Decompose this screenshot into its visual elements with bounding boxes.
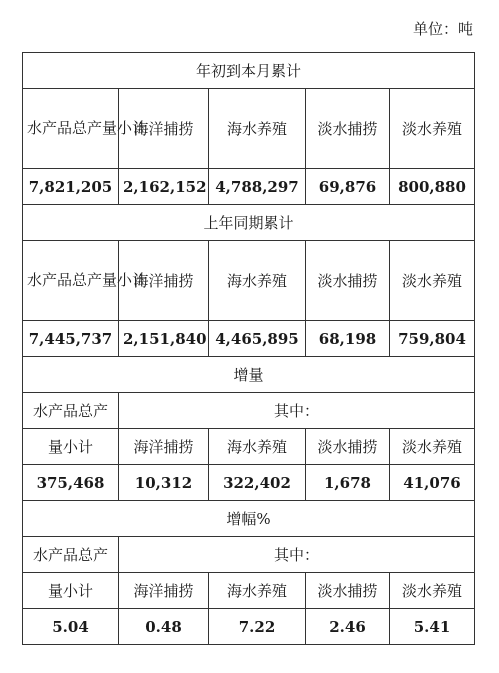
value-cell: 68,198 — [306, 321, 390, 357]
column-header: 海洋捕捞 — [119, 573, 209, 609]
header-row — [23, 241, 475, 321]
column-header: 海水养殖 — [209, 241, 306, 321]
among-label: 其中： — [119, 537, 475, 573]
section-title-row — [23, 205, 475, 241]
column-header: 海洋捕捞 — [119, 429, 209, 465]
value-row — [23, 465, 475, 501]
value-cell: 7,821,205 — [23, 169, 119, 205]
section-title-row — [23, 357, 475, 393]
among-label: 其中： — [119, 393, 475, 429]
value-cell: 759,804 — [390, 321, 475, 357]
value-cell: 375,468 — [23, 465, 119, 501]
header-row — [23, 89, 475, 169]
unit-label: 单位：吨 — [412, 20, 473, 38]
header-row-bottom — [23, 573, 475, 609]
value-cell: 69,876 — [306, 169, 390, 205]
section-title-row — [23, 53, 475, 89]
value-cell: 1,678 — [306, 465, 390, 501]
column-header: 淡水捕捞 — [306, 241, 390, 321]
column-header: 淡水养殖 — [390, 241, 475, 321]
total-label-line2: 量小计 — [23, 429, 119, 465]
production-table — [22, 52, 475, 645]
header-row-top — [23, 393, 475, 429]
section-title: 上年同期累计 — [23, 205, 475, 241]
total-label: 水产品总产量小计 — [23, 89, 119, 169]
section-title: 增量 — [23, 357, 475, 393]
column-header: 淡水捕捞 — [306, 573, 390, 609]
value-cell: 0.48 — [119, 609, 209, 645]
column-header: 淡水养殖 — [390, 573, 475, 609]
column-header: 海洋捕捞 — [119, 89, 209, 169]
value-cell: 5.41 — [390, 609, 475, 645]
total-label-line1: 水产品总产 — [23, 393, 119, 429]
value-cell: 322,402 — [209, 465, 306, 501]
value-cell: 7.22 — [209, 609, 306, 645]
header-row-top — [23, 537, 475, 573]
column-header: 海水养殖 — [209, 573, 306, 609]
value-cell: 10,312 — [119, 465, 209, 501]
column-header: 淡水捕捞 — [306, 89, 390, 169]
total-label-line2: 量小计 — [23, 573, 119, 609]
value-cell: 7,445,737 — [23, 321, 119, 357]
section-title: 年初到本月累计 — [23, 53, 475, 89]
value-cell: 2,162,152 — [119, 169, 209, 205]
value-row — [23, 321, 475, 357]
value-cell: 800,880 — [390, 169, 475, 205]
value-cell: 2.46 — [306, 609, 390, 645]
section-title-row — [23, 501, 475, 537]
value-cell: 41,076 — [390, 465, 475, 501]
value-row — [23, 609, 475, 645]
column-header: 淡水养殖 — [390, 89, 475, 169]
total-label: 水产品总产量小计 — [23, 241, 119, 321]
header-row-bottom — [23, 429, 475, 465]
section-title: 增幅% — [23, 501, 475, 537]
value-cell: 4,465,895 — [209, 321, 306, 357]
value-row — [23, 169, 475, 205]
value-cell: 5.04 — [23, 609, 119, 645]
column-header: 淡水养殖 — [390, 429, 475, 465]
column-header: 淡水捕捞 — [306, 429, 390, 465]
value-cell: 4,788,297 — [209, 169, 306, 205]
column-header: 海水养殖 — [209, 429, 306, 465]
column-header: 海洋捕捞 — [119, 241, 209, 321]
total-label-line1: 水产品总产 — [23, 537, 119, 573]
value-cell: 2,151,840 — [119, 321, 209, 357]
column-header: 海水养殖 — [209, 89, 306, 169]
